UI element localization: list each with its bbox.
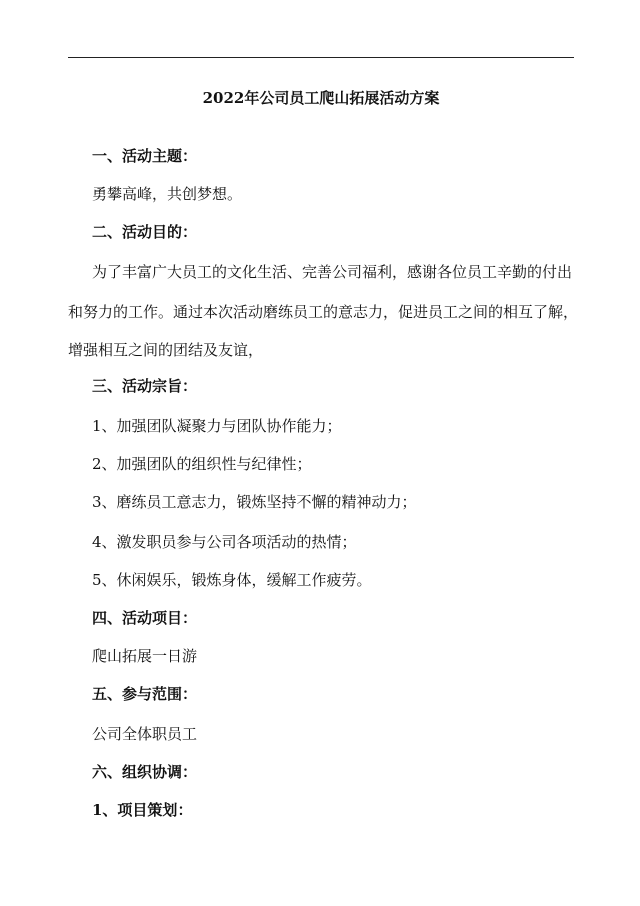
section-purpose-line: 增强相互之间的团结及友谊， — [68, 341, 264, 359]
section-aim-item: 1、加强团队凝聚力与团队协作能力； — [92, 417, 342, 435]
section-aim-item: 2、加强团队的组织性与纪律性； — [92, 455, 312, 473]
document-title: 2022年公司员工爬山拓展活动方案 — [202, 89, 440, 107]
section-purpose-line: 为了丰富广大员工的文化生活、完善公司福利，感谢各位员工辛勤的付出 — [92, 263, 573, 281]
section-scope-body: 公司全体职员工 — [92, 725, 198, 743]
header-rule — [68, 57, 574, 58]
section-theme-heading: 一、活动主题： — [92, 147, 198, 165]
section-purpose-heading: 二、活动目的： — [92, 223, 198, 241]
section-purpose-line: 和努力的工作。通过本次活动磨练员工的意志力，促进员工之间的相互了解， — [68, 303, 579, 321]
section-coordination-subheading: 1、项目策划： — [92, 801, 193, 819]
section-aim-item: 4、激发职员参与公司各项活动的热情； — [92, 533, 357, 551]
section-project-body: 爬山拓展一日游 — [92, 647, 198, 665]
section-theme-body: 勇攀高峰，共创梦想。 — [92, 185, 243, 203]
section-project-heading: 四、活动项目： — [92, 609, 198, 627]
section-aim-item: 3、磨练员工意志力，锻炼坚持不懈的精神动力； — [92, 493, 417, 511]
section-coordination-heading: 六、组织协调： — [92, 763, 198, 781]
section-aim-heading: 三、活动宗旨： — [92, 377, 198, 395]
section-scope-heading: 五、参与范围： — [92, 685, 198, 703]
section-aim-item: 5、休闲娱乐，锻炼身体，缓解工作疲劳。 — [92, 571, 372, 589]
